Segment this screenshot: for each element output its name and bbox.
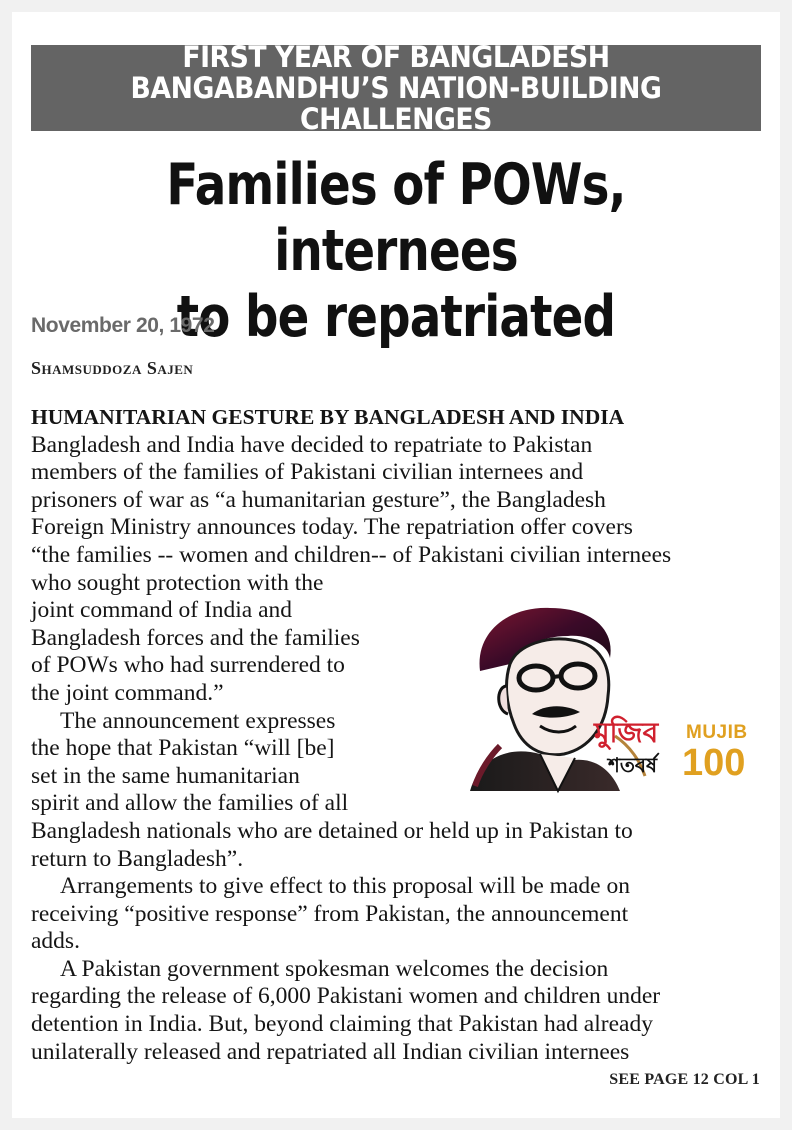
body-line: the joint command.” bbox=[31, 679, 224, 706]
article-byline: Shamsuddoza Sajen bbox=[31, 358, 194, 378]
headline-line-2: to be repatriated bbox=[176, 284, 616, 350]
logo-latin-mujib: MUJIB bbox=[686, 722, 748, 743]
logo-bengali-mujib: মুজিব bbox=[594, 716, 659, 749]
body-line: joint command of India and bbox=[31, 597, 293, 624]
continuation-note: SEE PAGE 12 COL 1 bbox=[609, 1071, 760, 1088]
article-date: November 20, 1972 bbox=[31, 314, 215, 337]
mujib-100-logo-image bbox=[440, 586, 761, 805]
logo-bengali-shatabarsha: শতবর্ষ bbox=[608, 753, 657, 777]
body-line: set in the same humanitarian bbox=[31, 762, 300, 789]
body-line: of POWs who had surrendered to bbox=[31, 652, 345, 679]
logo-number-100: 100 bbox=[682, 742, 746, 784]
body-line: the hope that Pakistan “will [be] bbox=[31, 735, 335, 762]
body-line: A Pakistan government spokesman welcomes the decision bbox=[60, 955, 609, 982]
section-banner bbox=[31, 39, 761, 136]
body-line: spirit and allow the families of all bbox=[31, 790, 349, 817]
body-line: unilaterally released and repatriated all Indian civilian internees bbox=[31, 1038, 630, 1065]
banner-line-2: BANGABANDHU’S NATION-BUILDING CHALLENGES bbox=[130, 70, 662, 136]
body-line: adds. bbox=[31, 928, 80, 955]
body-line: regarding the release of 6,000 Pakistani women and children under bbox=[31, 983, 661, 1010]
body-line: The announcement expresses bbox=[60, 707, 336, 734]
body-line: Arrangements to give effect to this proposal will be made on bbox=[60, 873, 630, 900]
body-line: detention in India. But, beyond claiming that Pakistan had already bbox=[31, 1011, 653, 1038]
body-line: receiving “positive response” from Pakistan, the announcement bbox=[31, 900, 629, 927]
body-line: Bangladesh and India have decided to repatriate to Pakistan bbox=[31, 431, 593, 458]
headline-line-1: Families of POWs, internees bbox=[166, 152, 626, 284]
banner-line-1: FIRST YEAR OF BANGLADESH bbox=[182, 39, 610, 74]
body-line: Foreign Ministry announces today. The repatriation offer covers bbox=[31, 514, 633, 541]
body-line: Bangladesh nationals who are detained or held up in Pakistan to bbox=[31, 817, 633, 844]
article-subhead: HUMANITARIAN GESTURE BY BANGLADESH AND INDIA bbox=[31, 405, 625, 429]
body-line: members of the families of Pakistani civilian internees and bbox=[31, 459, 584, 486]
body-line: who sought protection with the bbox=[31, 569, 324, 596]
body-line: return to Bangladesh”. bbox=[31, 845, 244, 872]
body-line: prisoners of war as “a humanitarian gesture”, the Bangladesh bbox=[31, 486, 606, 513]
body-line: “the families -- women and children-- of Pakistani civilian internees bbox=[31, 541, 672, 568]
body-line: Bangladesh forces and the families bbox=[31, 624, 360, 651]
logo-text-group bbox=[594, 716, 754, 796]
